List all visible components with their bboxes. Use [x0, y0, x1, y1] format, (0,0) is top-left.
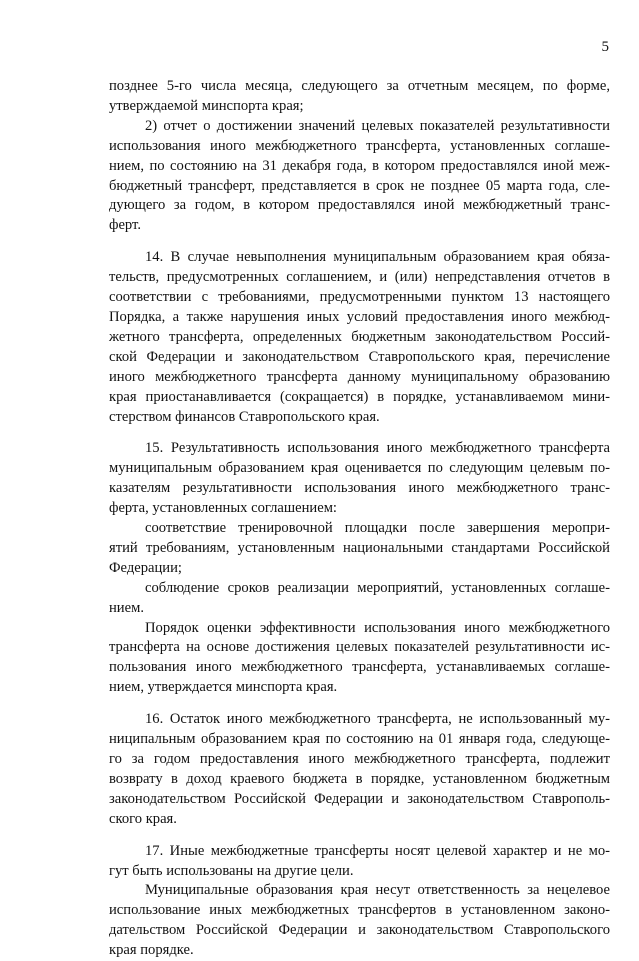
text-line: 16. Остаток иного межбюджетного трансферта, не использованный му- [145, 711, 610, 728]
paragraph [109, 77, 610, 117]
paragraph [109, 519, 610, 579]
text-line: Порядок оценки эффективности использования иного межбюджетного [145, 619, 610, 636]
text-line: соблюдение сроков реализации мероприятий, установленных соглаше- [145, 579, 610, 596]
text-line: Федерации; [109, 559, 182, 576]
text-line: ферт. [109, 217, 141, 234]
paragraph [109, 881, 610, 961]
text-line: нием, по состоянию на 31 декабря года, в котором предоставлялся иной меж- [109, 157, 610, 174]
text-line: ферта, установленных соглашением: [109, 500, 337, 517]
paragraph [109, 710, 610, 829]
text-line: стерством финансов Ставропольского края. [109, 408, 380, 425]
text-line: тельств, предусмотренных соглашением, и (или) непредставления отчетов в [109, 269, 610, 286]
text-line: ской Федерации и законодательством Ставропольского края, перечисление [109, 348, 610, 365]
text-line: иного межбюджетного трансферта данному муниципальному образованию [109, 368, 610, 385]
text-line: законодательством Российской Федерации и законодательством Ставрополь- [109, 790, 610, 807]
text-line: гут быть использованы на другие цели. [109, 862, 354, 879]
text-line: Порядка, а также нарушения иных условий предоставления иного межбюд- [109, 308, 610, 325]
text-line: 14. В случае невыполнения муниципальным образованием края обяза- [145, 249, 610, 266]
text-line: соответствие тренировочной площадки после завершения меропри- [145, 520, 610, 537]
paragraph [109, 579, 610, 619]
text-line: ского края. [109, 810, 177, 827]
text-line: дательством Российской Федерации и законодательством Ставропольского [109, 922, 610, 939]
text-line: утверждаемой минспорта края; [109, 97, 304, 114]
paragraph [109, 619, 610, 699]
text-line: края приостанавливается (сокращается) в порядке, устанавливаемом мини- [109, 388, 610, 405]
text-line: края порядке. [109, 942, 194, 959]
text-line: возврату в доход краевого бюджета в порядке, установленном бюджетным [109, 770, 610, 787]
text-line: 17. Иные межбюджетные трансферты носят целевой характер и не мо- [145, 842, 610, 859]
text-line: нием, утверждается минспорта края. [109, 679, 338, 696]
text-line: 2) отчет о достижении значений целевых показателей результативности [145, 117, 610, 134]
paragraph [109, 842, 610, 882]
text-line: го за годом предоставления иного межбюджетного трансферта, подлежит [109, 751, 610, 767]
text-line: использование иных межбюджетных трансфертов в установленном законо- [109, 902, 610, 919]
text-line: бюджетный трансферт, представляется в срок не позднее 05 марта года, сле- [109, 177, 610, 194]
text-line: Муниципальные образования края несут ответственность за нецелевое [145, 882, 610, 899]
text-line: муниципальным образованием края оценивается по следующим целевым по- [109, 460, 610, 477]
paragraph [109, 439, 610, 519]
document-body [109, 77, 610, 961]
text-line: использования иного межбюджетного трансферта, установленных соглаше- [109, 137, 610, 154]
text-line: ятий требованиям, установленным национальными стандартами Российской [109, 539, 610, 556]
paragraph [109, 248, 610, 427]
text-line: дующего за годом, в котором предоставлялся иной межбюджетный транс- [109, 197, 610, 214]
text-line: казателям результативности использования иного межбюджетного транс- [109, 480, 610, 497]
text-line: позднее 5-го числа месяца, следующего за отчетным месяцем, по форме, [109, 78, 610, 94]
text-line: соответствии с требованиями, предусмотренными пунктом 13 настоящего [109, 289, 610, 306]
text-line: пользования иного межбюджетного трансферта, устанавливаемых соглаше- [109, 659, 610, 676]
text-line: ниципальным образованием края по состоянию на 01 января года, следующе- [109, 731, 610, 748]
text-line: 15. Результативность использования иного межбюджетного трансферта [145, 440, 610, 457]
page-number: 5 [601, 39, 609, 55]
text-line: жетного трансферта, определенных бюджетным законодательством Россий- [109, 328, 610, 345]
text-line: трансферта на основе достижения целевых показателей результативности ис- [109, 639, 610, 656]
paragraph [109, 117, 610, 236]
text-line: нием. [109, 599, 144, 616]
